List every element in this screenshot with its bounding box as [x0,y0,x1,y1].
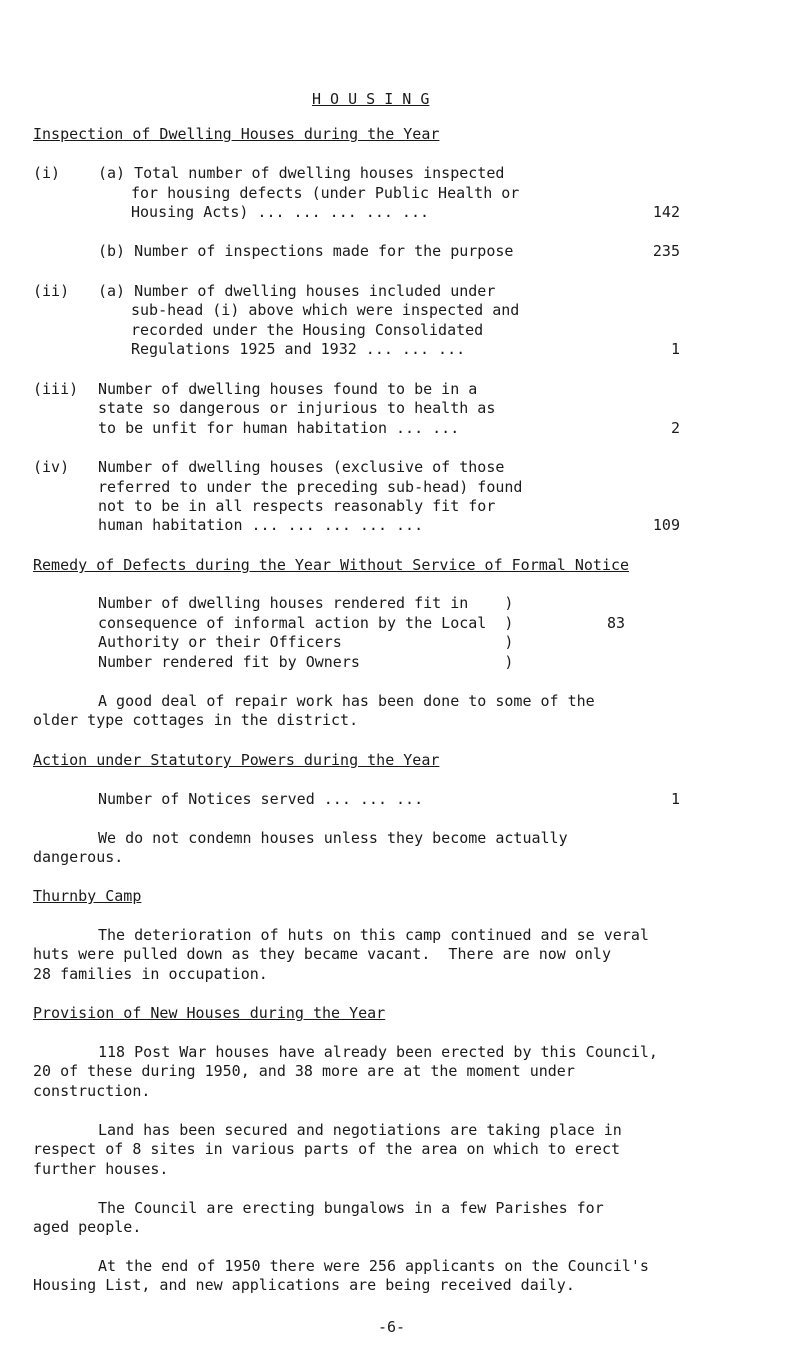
item-i-a-line-1: (a) Total number of dwelling houses inspected [98,164,505,182]
item-iii-label: (iii) [33,380,79,398]
item-iv-line-3: not to be in all respects reasonably fit for [98,497,496,515]
item-i-label: (i) [33,164,61,182]
provision-p2-line-1: Land has been secured and negotiations are taking place in [98,1121,622,1139]
notices-line: Number of Notices served ... ... ... [98,790,424,808]
remedy-heading: Remedy of Defects during the Year Without Service of Formal Notice [33,556,630,574]
item-iii-value: 2 [670,419,680,437]
provision-p4-line-2: Housing List, and new applications are being received daily. [33,1276,575,1294]
inspection-heading: Inspection of Dwelling Houses during the Year [33,125,440,143]
item-ii-value: 1 [670,340,680,358]
item-iv-line-2: referred to under the preceding sub-head) found [98,478,523,496]
thurnby-heading: Thurnby Camp [33,887,142,905]
remedy-para-line-2: older type cottages in the district. [33,711,359,729]
provision-p2-line-2: respect of 8 sites in various parts of the area on which to erect [33,1140,620,1158]
remedy-line-2: consequence of informal action by the Local ) [98,614,514,632]
provision-p1-line-2: 20 of these during 1950, and 38 more are at the moment under [33,1062,575,1080]
remedy-para-line-1: A good deal of repair work has been done to some of the [98,692,595,710]
item-ii-label: (ii) [33,282,70,300]
item-i-a-value: 142 [652,203,680,221]
provision-p3-line-2: aged people. [33,1218,142,1236]
item-i-a-line-2: for housing defects (under Public Health or [131,184,520,202]
provision-p4-line-1: At the end of 1950 there were 256 applicants on the Council's [98,1257,649,1275]
page-number: -6- [378,1318,406,1336]
item-ii-line-4: Regulations 1925 and 1932 ... ... ... [131,340,466,358]
provision-heading: Provision of New Houses during the Year [33,1004,386,1022]
remedy-line-3: Authority or their Officers ) [98,633,514,651]
remedy-line-4: Number rendered fit by Owners ) [98,653,514,671]
remedy-value: 83 [606,614,625,632]
item-iv-value: 109 [652,516,680,534]
item-ii-line-2: sub-head (i) above which were inspected and [131,301,520,319]
thurnby-line-2: huts were pulled down as they became vacant. There are now only [33,945,611,963]
provision-p1-line-3: construction. [33,1082,151,1100]
action-para-line-1: We do not condemn houses unless they become actually [98,829,568,847]
action-heading: Action under Statutory Powers during the Year [33,751,440,769]
item-iv-line-1: Number of dwelling houses (exclusive of those [98,458,505,476]
provision-p2-line-3: further houses. [33,1160,169,1178]
item-i-a-line-3: Housing Acts) ... ... ... ... ... [131,203,430,221]
item-iv-line-4: human habitation ... ... ... ... ... [98,516,424,534]
item-iii-line-1: Number of dwelling houses found to be in a [98,380,478,398]
thurnby-line-3: 28 families in occupation. [33,965,268,983]
item-iv-label: (iv) [33,458,70,476]
remedy-line-1: Number of dwelling houses rendered fit in ) [98,594,514,612]
item-i-b-value: 235 [652,242,680,260]
item-iii-line-2: state so dangerous or injurious to health as [98,399,496,417]
notices-value: 1 [670,790,680,808]
thurnby-line-1: The deterioration of huts on this camp continued and se veral [98,926,649,944]
provision-p3-line-1: The Council are erecting bungalows in a few Parishes for [98,1199,604,1217]
provision-p1-line-1: 118 Post War houses have already been erected by this Council, [98,1043,658,1061]
action-para-line-2: dangerous. [33,848,124,866]
page-title: H O U S I N G [312,90,430,108]
item-i-b-line: (b) Number of inspections made for the purpose [98,242,514,260]
item-ii-line-1: (a) Number of dwelling houses included under [98,282,496,300]
item-iii-line-3: to be unfit for human habitation ... ... [98,419,460,437]
item-ii-line-3: recorded under the Housing Consolidated [131,321,484,339]
